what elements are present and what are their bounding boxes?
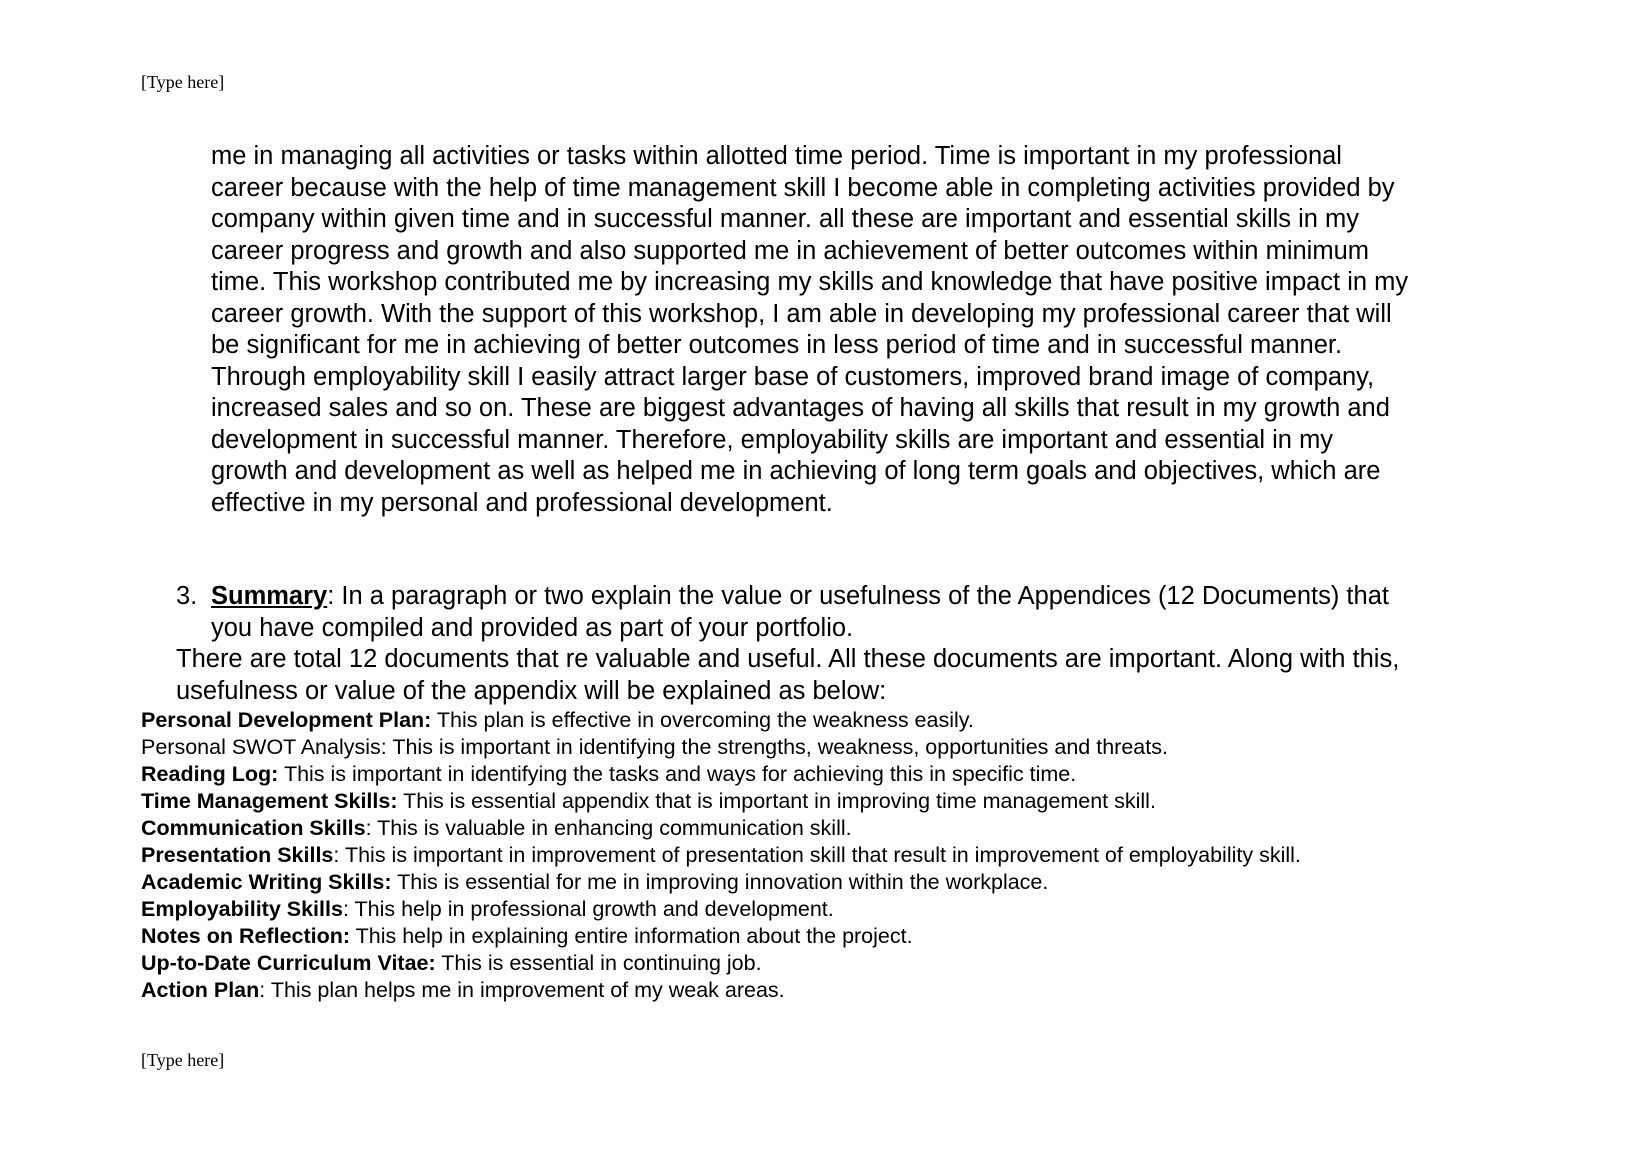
summary-question-text: : In a paragraph or two explain the value or usefulness of the Appendices (12 Documents) that [327, 582, 1389, 610]
appendix-item-reading-log [141, 761, 1541, 788]
paragraph-line: career growth. With the support of this workshop, I am able in developing my professional career that will [211, 299, 1392, 328]
appendix-term: Academic Writing Skills: [141, 870, 392, 894]
paragraph-line: development in successful manner. Therefore, employability skills are important and essential in my [211, 425, 1334, 454]
appendix-item-academic-writing-skills [141, 869, 1541, 896]
paragraph-line: be significant for me in achieving of better outcomes in less period of time and in successful manner. [211, 331, 1343, 359]
appendix-description: This help in explaining entire information about the project. [350, 924, 913, 948]
appendix-description: This is important in identifying the strengths, weakness, opportunities and threats. [386, 735, 1168, 759]
intro-line: There are total 12 documents that re valuable and useful. All these documents are important. Along with this, [176, 645, 1400, 673]
appendix-list [141, 707, 1541, 1004]
appendix-term: Action Plan [141, 978, 260, 1002]
summary-question-line [211, 581, 1526, 613]
appendix-item-notes-on-reflection [141, 923, 1541, 950]
page-footer[interactable]: [Type here] [141, 1050, 225, 1070]
appendix-term: Personal SWOT Analysis: [141, 735, 387, 759]
appendix-term: Reading Log: [141, 762, 279, 786]
summary-list-item [176, 581, 1526, 644]
paragraph-line: time. This workshop contributed me by increasing my skills and knowledge that have positive impact in my [211, 268, 1409, 296]
paragraph-line: career progress and growth and also supported me in achievement of better outcomes within minimum [211, 236, 1369, 265]
appendix-item-presentation-skills [141, 842, 1541, 869]
appendix-description: : This is valuable in enhancing communication skill. [365, 816, 852, 840]
paragraph-line: growth and development as well as helped me in achieving of long term goals and objectives, which are [211, 457, 1381, 485]
appendix-description: This is important in identifying the tasks and ways for achieving this in specific time. [278, 762, 1077, 786]
page-header[interactable]: [Type here] [141, 72, 225, 92]
summary-question-line: you have compiled and provided as part of your portfolio. [211, 613, 854, 642]
appendix-description: : This is important in improvement of presentation skill that result in improvement of employability skill. [333, 843, 1301, 867]
appendix-description: This is essential in continuing job. [435, 951, 762, 975]
appendix-description: : This help in professional growth and development. [342, 897, 834, 921]
summary-heading: Summary [211, 582, 328, 610]
appendix-term: Up-to-Date Curriculum Vitae: [141, 951, 436, 975]
appendix-description: This is essential for me in improving innovation within the workplace. [391, 870, 1049, 894]
appendix-item-personal-swot-analysis [141, 734, 1541, 761]
appendix-term: Presentation Skills [141, 843, 334, 867]
appendix-term: Personal Development Plan: [141, 708, 432, 732]
paragraph-line: effective in my personal and professional development. [211, 488, 833, 517]
summary-intro [176, 644, 1526, 707]
appendix-description: This plan is effective in overcoming the weakness easily. [431, 708, 974, 732]
appendix-term: Employability Skills [141, 897, 343, 921]
paragraph-line: me in managing all activities or tasks within allotted time period. Time is important in my professional [211, 142, 1342, 170]
paragraph-line: company within given time and in successful manner. all these are important and essential skills in my [211, 205, 1360, 233]
appendix-item-personal-development-plan [141, 707, 1541, 734]
intro-line: usefulness or value of the appendix will be explained as below: [176, 676, 887, 705]
appendix-term: Notes on Reflection: [141, 924, 351, 948]
appendix-term: Time Management Skills: [141, 789, 398, 813]
body-paragraph [211, 141, 1511, 519]
summary-section [176, 581, 1526, 707]
paragraph-line: career because with the help of time management skill I become able in completing activities provided by [211, 173, 1395, 202]
appendix-item-time-management-skills [141, 788, 1541, 815]
appendix-description: This is essential appendix that is important in improving time management skill. [397, 789, 1156, 813]
appendix-term: Communication Skills [141, 816, 366, 840]
appendix-item-communication-skills [141, 815, 1541, 842]
appendix-description: : This plan helps me in improvement of my weak areas. [259, 978, 785, 1002]
list-number: 3. [176, 582, 198, 610]
appendix-item-action-plan [141, 977, 1541, 1004]
paragraph-line: Through employability skill I easily attract larger base of customers, improved brand image of company, [211, 362, 1375, 391]
appendix-item-curriculum-vitae [141, 950, 1541, 977]
paragraph-line: increased sales and so on. These are biggest advantages of having all skills that result in my growth and [211, 394, 1390, 422]
appendix-item-employability-skills [141, 896, 1541, 923]
